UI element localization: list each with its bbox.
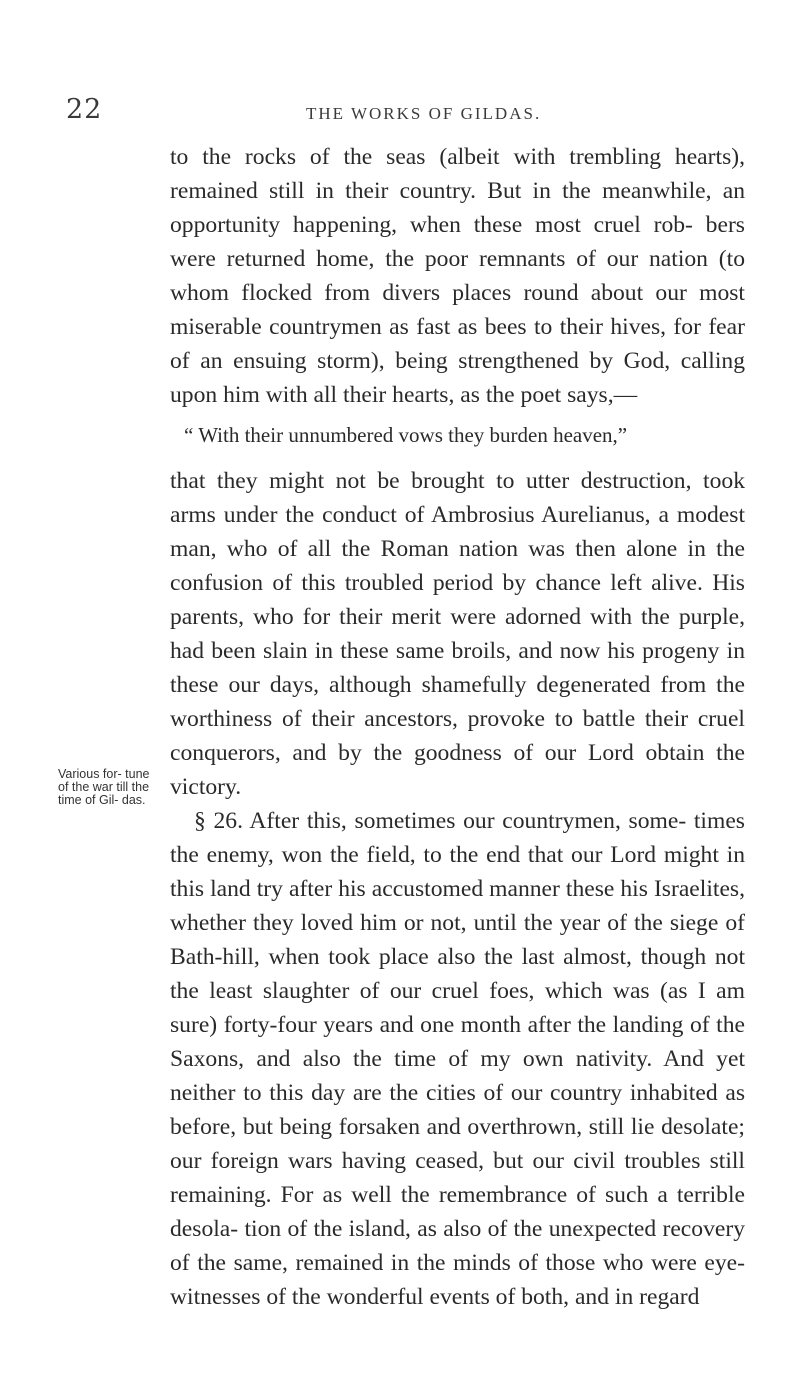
body-text: [170, 140, 745, 1314]
paragraph-1: to the rocks of the seas (albeit with trembling hearts), remained still in their country. But in the meanwhile, an opportunity happening, when these most cruel rob- bers were returned home, the poor remnants of our nation (to whom flocked from divers places round about our most miserable countrymen as fast as bees to their hives, for fear of an ensuing storm), being strengthened by God, calling upon him with all their hearts, as the poet says,—: [170, 144, 745, 408]
paragraph-2: that they might not be brought to utter destruction, took arms under the conduct of Ambrosius Aurelianus, a modest man, who of all the Roman nation was then alone in the confusion of this troubled period by chance left alive. His parents, who for their merit were adorned with the purple, had been slain in these same broils, and now his progeny in these our days, although shamefully degenerated from the worthiness of their ancestors, provoke to battle their cruel conquerors, and by the goodness of our Lord obtain the victory.: [170, 468, 745, 800]
margin-note: Various for- tune of the war till the time of Gil- das.: [58, 767, 150, 807]
section-26-paragraph: § 26. After this, sometimes our countrymen, some- times the enemy, won the field, to the end that our Lord might in this land try after his accustomed manner these his Israelites, whether they loved him or not, until the year of the siege of Bath-hill, when took place also the last almost, though not the least slaughter of our cruel foes, which was (as I am sure) forty-four years and one month after the landing of the Saxons, and also the time of my own nativity. And yet neither to this day are the cities of our country inhabited as before, but being forsaken and overthrown, still lie desolate; our foreign wars having ceased, but our civil troubles still remaining. For as well the remembrance of such a terrible desola- tion of the island, as also of the unexpected recovery of the same, remained in the minds of those who were eye- witnesses of the wonderful events of both, and in regard: [170, 808, 745, 1310]
running-head: THE WORKS OF GILDAS.: [306, 104, 542, 123]
page-header: [0, 94, 800, 134]
verse-quote: “ With their unnumbered vows they burden heaven,”: [184, 423, 628, 447]
page-number: 22: [66, 94, 103, 125]
